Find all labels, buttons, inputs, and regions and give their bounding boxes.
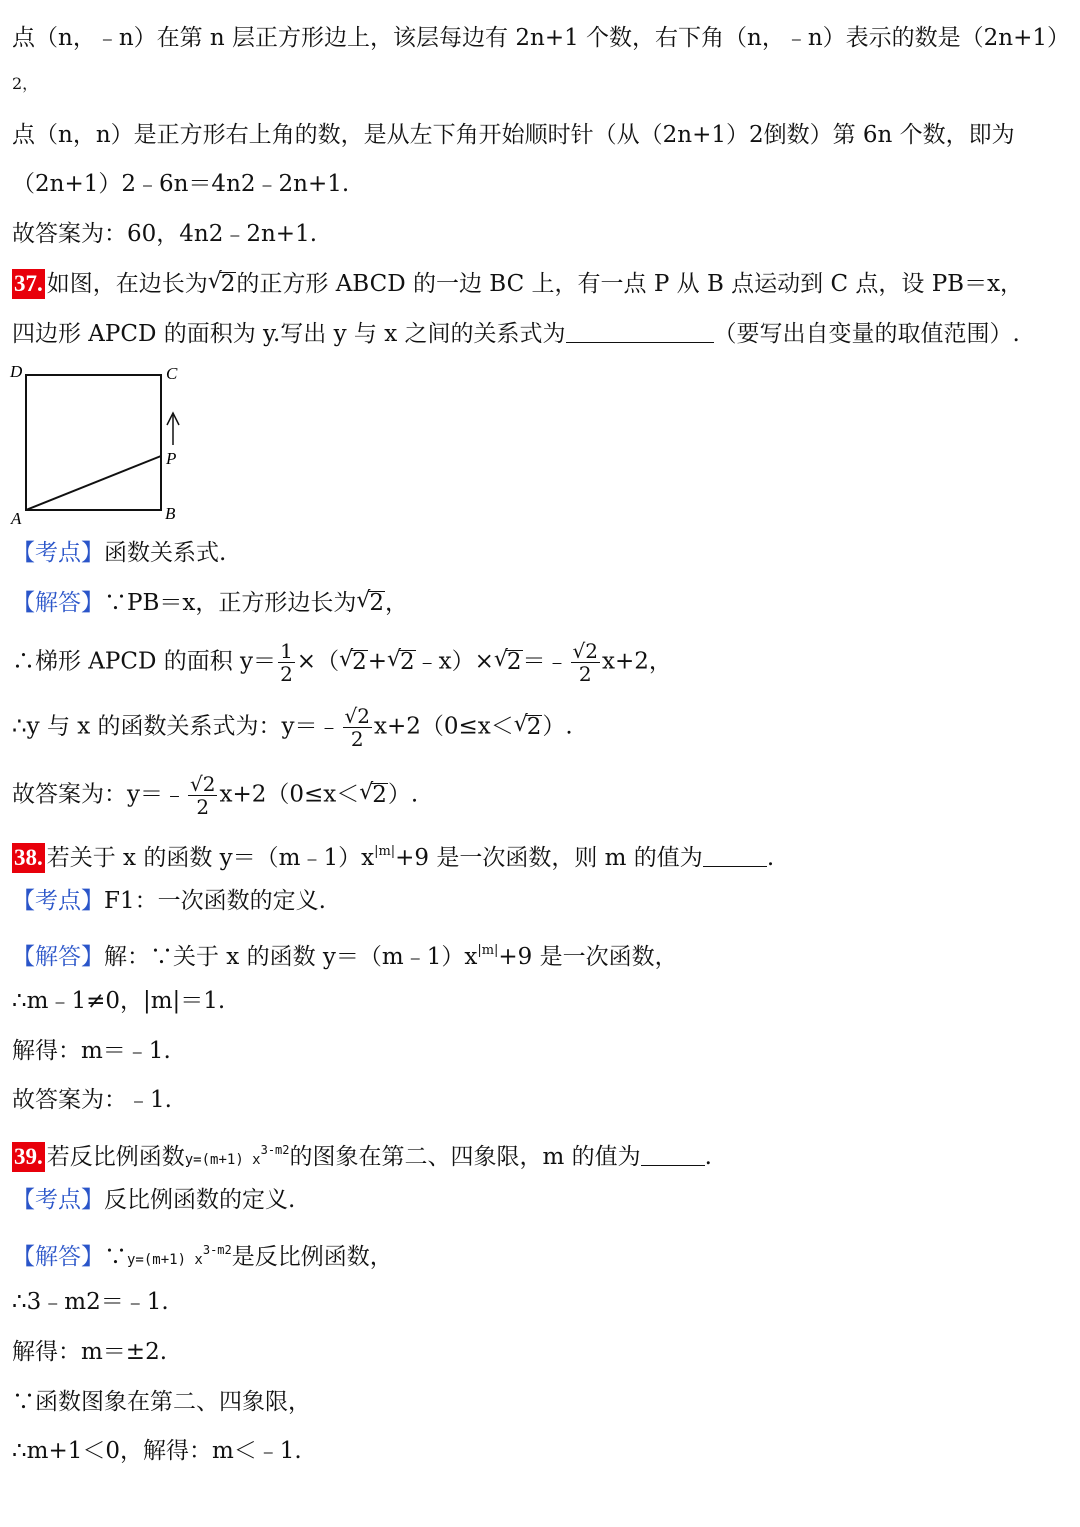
text-line: 故答案为：60，4n2﹣2n+1. [12,221,318,247]
label-B: B [165,504,176,523]
answer-blank [703,842,767,867]
solution-line: ∴梯形 APCD 的面积 y＝ $\frac{1}{2}$ ×（ √ 2+ √ 2﹣x）× √ 2＝﹣ $\frac{√2}{2}$ x+2， [12,639,672,686]
question-37-line2: 四边形 APCD 的面积为 y.写出 y 与 x 之间的关系式为 （要写出自变量的取值范围）. [12,318,1020,350]
solution-line: 解得：m＝﹣1. [12,1038,171,1064]
label-C: C [166,364,178,383]
text-line: 点（n，n）是正方形右上角的数，是从左下角开始顺时针（从（2n+1）2倒数）第 6n 个数，即为 [12,122,1015,148]
sqrt-symbol: √ 2 [207,269,236,297]
question-number: 39. [12,1142,45,1172]
text-line: 点（n，﹣n）在第 n 层正方形边上，该层每边有 2n+1 个数，右下角（n，﹣n）表示的数是（2n+1） [12,25,1071,51]
answer-line: 故答案为：y＝﹣ $\frac{√2}{2}$ x+2（0≤x＜ √ 2）. [12,772,419,819]
jieda-line: 【解答】解：∵关于 x 的函数 $y=(m﹣1)x^{|m|}+9$ 是一次函数， [12,943,678,970]
kaodian-line: 【考点】F1：一次函数的定义. [12,888,326,914]
label-P: P [166,449,177,468]
label-D: D [10,363,23,381]
kaodian-line: 【考点】反比例函数的定义. [12,1187,296,1213]
answer-line: 故答案为：﹣1. [12,1087,172,1113]
solution-line: ∴m﹣1≠0，|m|＝1. [12,988,226,1014]
solution-line: ∴y 与 x 的函数关系式为：y＝﹣ $\frac{√2}{2}$ x+2（0≤x＜ √ 2）. [12,704,573,751]
answer-blank [641,1141,705,1166]
text-line: （2n+1）2﹣6n＝4n2﹣2n+1. [12,171,350,197]
answer-blank [566,318,714,343]
solution-line: ∴m+1＜0，解得：m＜﹣1. [12,1438,302,1464]
solution-line: ∴3﹣m2＝﹣1. [12,1289,169,1315]
question-38-line: 38. 若关于 x 的函数 $y=(m﹣1)x^{|m|}+9$ 是一次函数，则 m 的值为 . [14,844,775,871]
square-figure [8,363,198,528]
kaodian-line: 【考点】函数关系式. [12,540,227,566]
text-line: 2， [12,74,39,93]
question-37-line1: 37. 如图，在边长为 √ 2的正方形 ABCD 的一边 BC 上，有一点 P 从 B 点运动到 C 点，设 PB＝x， [12,268,1023,300]
question-39-line: 39. 若反比例函数y=(m+1) $x^{3-m2}$的图象在第二、四象限，m 的值为 . [14,1143,712,1170]
question-number: 38. [12,843,45,873]
formula-image: y=(m+1) x [184,1152,261,1168]
question-number: 37. [12,269,45,299]
jieda-line: 【解答】∵y=(m+1) $x^{3-m2}$是反比例函数， [12,1243,393,1270]
solution-line: 解得：m＝±2. [12,1339,168,1365]
solution-line: ∵函数图象在第二、四象限， [12,1389,311,1415]
jieda-line: 【解答】∵PB＝x，正方形边长为 √ 2， [12,588,408,616]
label-A: A [11,509,22,528]
